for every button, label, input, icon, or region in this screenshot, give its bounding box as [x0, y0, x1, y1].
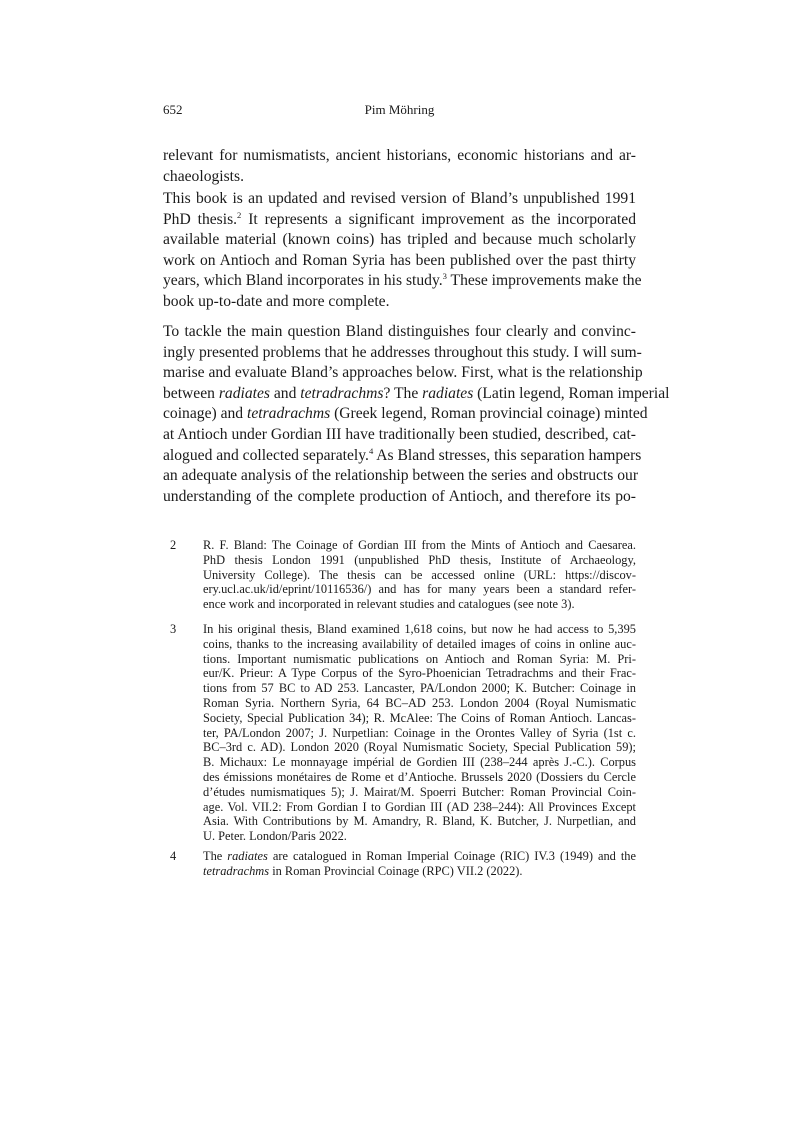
text-segment: U. Peter. London/Paris 2022.: [203, 829, 347, 844]
footnote-line: [203, 637, 636, 652]
text-segment: marise and evaluate Bland’s approaches below. First, what is the relationship: [163, 364, 643, 382]
text-segment: eur/K. Prieur: A Type Corpus of the Syro-Phoenician Tetradrachms and their Frac-: [203, 666, 636, 681]
italic-term: tetradrachms: [247, 405, 331, 423]
text-segment: ingly presented problems that he addresses throughout this study. I will sum-: [163, 343, 642, 361]
text-segment: alogued and collected separately.: [163, 446, 369, 464]
footnote-line: [203, 553, 636, 568]
text-segment: B. Michaux: Le monnayage impérial de Gordien III (238–244 après J.-C.). Corpus: [203, 755, 636, 770]
text-segment: ter, PA/London 2007; J. Nurpetlian: Coinage in the Orontes Valley of Syria (1st c.: [203, 725, 636, 740]
footnote-reference: 3: [442, 271, 447, 282]
footnote-number: 4: [170, 849, 177, 863]
footnote-reference: 2: [237, 209, 242, 220]
footnote-line: [203, 849, 636, 864]
text-segment: Asia. With Contributions by M. Amandry, R. Bland, K. Butcher, J. Nurpetlian, and: [203, 814, 636, 829]
text-line: [163, 271, 642, 291]
text-line: [163, 146, 636, 166]
text-segment: Roman Syria. Northern Syria, 64 BC–AD 253. London 2004 (Royal Numismatic: [203, 696, 636, 710]
text-line: [163, 425, 636, 445]
text-segment: tions from 57 BC to AD 253. Lancaster, PA/London 2000; K. Butcher: Coinage in: [203, 681, 636, 696]
footnote-line: [203, 864, 636, 879]
text-segment: PhD thesis London 1991 (unpublished PhD thesis, Institute of Archaeology,: [203, 552, 636, 567]
text-segment: It represents a significant improvement as the incorporated: [241, 210, 636, 228]
footnote-line: [203, 582, 636, 597]
footnote-line: [203, 568, 636, 583]
text-segment: These improvements make the: [446, 272, 642, 290]
footnote-line: [203, 666, 636, 681]
text-line: [163, 404, 648, 424]
footnote-line: [203, 740, 636, 755]
footnote-number: 2: [170, 538, 177, 552]
text-segment: years, which Bland incorporates in his study.: [163, 272, 443, 290]
text-line: [163, 230, 636, 250]
footnote-line: [203, 652, 636, 667]
footnote-line: [203, 597, 636, 612]
text-segment: are catalogued in Roman Imperial Coinage (RIC) IV.3 (1949) and the: [267, 849, 636, 863]
text-segment: in Roman Provincial Coinage (RPC) VII.2 (2022).: [269, 863, 523, 878]
text-segment: at Antioch under Gordian III have traditionally been studied, described, cat-: [163, 426, 636, 443]
text-line: [163, 487, 636, 507]
italic-term: tetradrachms: [203, 863, 270, 878]
text-segment: between: [163, 384, 219, 402]
text-segment: R. F. Bland: The Coinage of Gordian III from the Mints of Antioch and Caesarea.: [203, 538, 636, 552]
footnote-number: 3: [170, 622, 177, 636]
text-segment: and: [269, 384, 301, 402]
text-segment: University College). The thesis can be accessed online (URL: https://discov-: [203, 567, 636, 582]
text-segment: As Bland stresses, this separation hampers: [373, 446, 642, 464]
footnote-line: [203, 814, 636, 829]
text-segment: ? The: [383, 384, 423, 402]
text-segment: age. Vol. VII.2: From Gordian I to Gordian III (AD 238–244): All Provinces Except: [203, 799, 636, 814]
text-segment: book up-to-date and more complete.: [163, 293, 390, 310]
text-line: [163, 251, 636, 271]
footnote-line: [203, 755, 636, 770]
text-segment: des émissions monétaires de Rome et d’Antioche. Brussels 2020 (Dossiers du Cercle: [203, 770, 636, 784]
text-segment: relevant for numismatists, ancient historians, economic historians and ar-: [163, 147, 636, 164]
text-segment: work on Antioch and Roman Syria has been published over the past thirty: [163, 251, 636, 269]
footnote-line: [203, 800, 636, 815]
text-line: [163, 322, 636, 342]
text-line: [163, 210, 636, 230]
text-segment: (Latin legend, Roman imperial: [473, 384, 670, 402]
footnote-line: [203, 681, 636, 696]
text-segment: ence work and incorporated in relevant studies and catalogues (see note 3).: [203, 597, 575, 612]
text-segment: tions. Important numismatic publications on Antioch and Roman Syria: M. Pri-: [203, 651, 636, 666]
text-line: [163, 445, 642, 466]
footnote-line: [203, 622, 636, 637]
text-segment: understanding of the complete production of Antioch, and therefore its po-: [163, 487, 636, 505]
text-segment: d’études numismatiques 5); J. Mairat/M. Spoerri Butcher: Roman Provincial Coin-: [203, 784, 636, 799]
footnote-line: [203, 726, 636, 741]
footnote-line: [203, 538, 636, 553]
footnote-line: [203, 785, 636, 800]
footnote-line: [203, 770, 636, 785]
footnote-line: [203, 711, 636, 726]
text-segment: In his original thesis, Bland examined 1,618 coins, but now he had access to 5,395: [203, 622, 636, 636]
italic-term: radiates: [422, 384, 474, 402]
text-segment: an adequate analysis of the relationship between the series and obstructs our: [163, 467, 639, 485]
page-number: 652: [163, 102, 183, 117]
text-segment: chaeologists.: [163, 167, 244, 185]
text-segment: BC–3rd c. AD). London 2020 (Royal Numismatic Society, Special Publication 59);: [203, 740, 636, 755]
text-segment: Society, Special Publication 34); R. McAlee: The Coins of Roman Antioch. Lancas-: [203, 710, 636, 725]
text-segment: (Greek legend, Roman provincial coinage) minted: [330, 405, 648, 423]
footnote-line: [203, 696, 636, 711]
text-segment: To tackle the main question Bland distinguishes four clearly and convinc-: [163, 323, 636, 340]
text-segment: The: [203, 849, 228, 863]
italic-term: radiates: [218, 384, 270, 402]
text-segment: available material (known coins) has tripled and because much scholarly: [163, 231, 636, 249]
text-segment: coins, thanks to the increasing availability of detailed images of coins in online auc-: [203, 636, 636, 651]
text-line: [163, 466, 639, 486]
text-line: [163, 167, 636, 187]
text-line: [163, 363, 643, 383]
text-line: [163, 292, 636, 312]
italic-term: radiates: [227, 849, 268, 863]
italic-term: tetradrachms: [300, 384, 384, 402]
text-segment: coinage) and: [163, 405, 247, 423]
text-line: [163, 384, 670, 404]
footnote-line: [203, 829, 636, 844]
text-segment: ery.ucl.ac.uk/id/eprint/10116536/) and has for many years been a standard refer-: [203, 582, 636, 597]
text-segment: This book is an updated and revised version of Bland’s unpublished 1991: [163, 190, 636, 207]
text-segment: PhD thesis.: [163, 210, 238, 228]
text-line: [163, 189, 636, 209]
text-line: [163, 343, 642, 363]
running-head: Pim Möhring: [364, 102, 435, 117]
footnote-reference: 4: [368, 445, 374, 456]
